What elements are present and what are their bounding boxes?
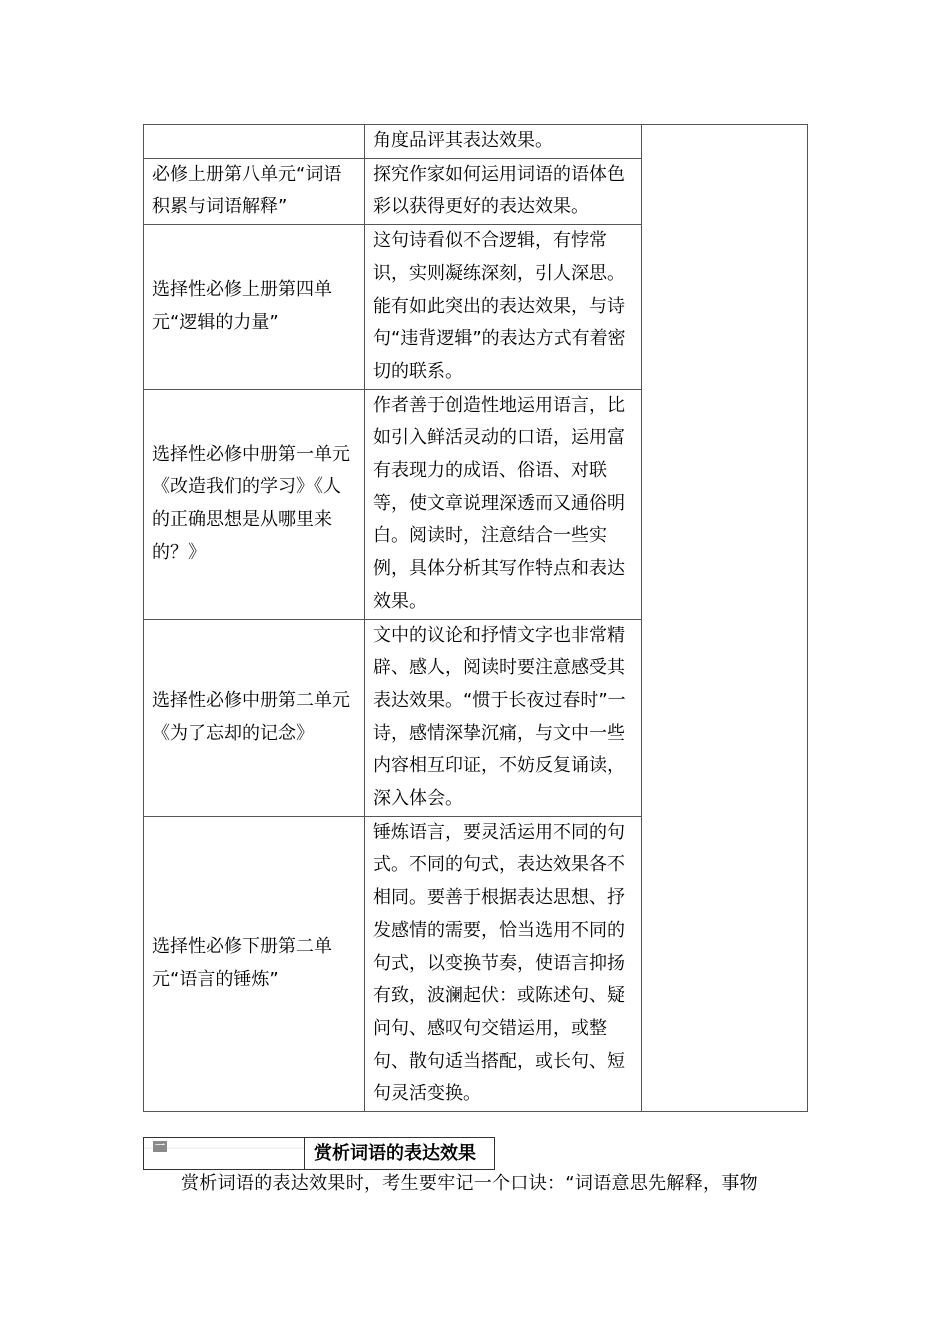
content-cell: 角度品评其表达效果。: [365, 125, 642, 159]
unit-cell: 选择性必修下册第二单元“语言的锤炼”: [144, 816, 365, 1111]
table-row: [144, 125, 808, 159]
unit-cell: [144, 125, 365, 159]
section-title: 赏析词语的表达效果: [314, 1143, 476, 1164]
content-cell: 探究作家如何运用词语的语体色彩以获得更好的表达效果。: [365, 158, 642, 224]
unit-cell: 选择性必修中册第一单元《改造我们的学习》《人的正确思想是从哪里来的？》: [144, 389, 365, 619]
content-cell: 作者善于创造性地运用语言，比如引入鲜活灵动的口语，运用富有表现力的成语、俗语、对联等，使文章说理深透而又通俗明白。阅读时，注意结合一些实例，具体分析其写作特点和表达效果。: [365, 389, 642, 619]
unit-cell: 选择性必修上册第四单元“逻辑的力量”: [144, 225, 365, 390]
body-paragraph: 赏析词语的表达效果时，考生要牢记一个口诀：“词语意思先解释，事物: [181, 1173, 758, 1194]
blank-column-cell: [642, 125, 808, 1112]
unit-cell: 必修上册第八单元“词语积累与词语解释”: [144, 158, 365, 224]
section-marker-cell: [144, 1138, 305, 1169]
content-cell: 这句诗看似不合逻辑，有悖常识，实则凝练深刻，引人深思。能有如此突出的表达效果，与诗句“违背逻辑”的表达方式有着密切的联系。: [365, 225, 642, 390]
section-header: [143, 1137, 495, 1170]
section-number-badge: 一: [155, 1141, 165, 1152]
content-cell: 锤炼语言，要灵活运用不同的句式。不同的句式，表达效果各不相同。要善于根据表达思想、抒发感情的需要，恰当选用不同的句式，以变换节奏，使语言抑扬有致，波澜起伏：或陈述句、疑问句、感叹句交错运用，或整句、散句适当搭配，或长句、短句灵活变换。: [365, 816, 642, 1111]
content-cell: 文中的议论和抒情文字也非常精辟、感人，阅读时要注意感受其表达效果。“惯于长夜过春时”一诗，感情深挚沉痛，与文中一些内容相互印证，不妨反复诵读，深入体会。: [365, 619, 642, 816]
unit-cell: 选择性必修中册第二单元《为了忘却的记念》: [144, 619, 365, 816]
curriculum-table: [143, 124, 808, 1112]
